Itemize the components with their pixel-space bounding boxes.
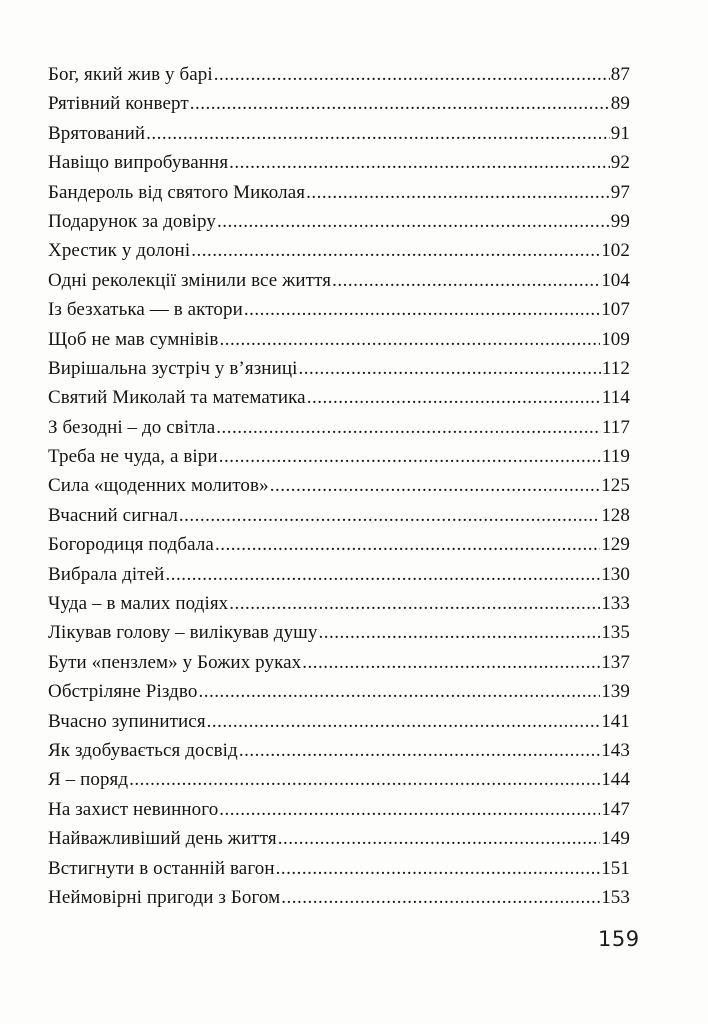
toc-entry xyxy=(48,622,630,651)
toc-entry-page: 137 xyxy=(601,651,630,673)
toc-entry-title: Сила «щоденних молитов» xyxy=(48,475,269,497)
toc-entry-title: Навіщо випробування xyxy=(48,152,229,174)
toc-entry-page: 104 xyxy=(601,269,630,291)
toc-entry xyxy=(48,564,630,593)
toc-entry xyxy=(48,505,630,534)
toc-dot-leader xyxy=(214,64,610,86)
toc-entry xyxy=(48,828,630,857)
toc-entry-title: Вибрала дітей xyxy=(48,563,165,585)
toc-entry-page: 151 xyxy=(601,857,630,879)
toc-entry xyxy=(48,358,630,387)
toc-entry-page: 141 xyxy=(601,710,630,732)
toc-entry-page: 144 xyxy=(601,769,630,791)
toc-dot-leader xyxy=(276,858,601,880)
toc-entry xyxy=(48,93,630,122)
toc-dot-leader xyxy=(281,887,600,909)
toc-entry xyxy=(48,240,630,269)
toc-entry-page: 91 xyxy=(610,122,630,144)
toc-entry-page: 87 xyxy=(610,64,630,85)
toc-entry-title: Найважливіший день життя xyxy=(48,828,277,850)
toc-entry-title: Бог, який жив у барі xyxy=(48,64,213,85)
toc-entry-page: 149 xyxy=(601,828,630,850)
toc-dot-leader xyxy=(270,475,600,497)
toc-entry-page: 99 xyxy=(610,210,630,232)
toc-entry-title: Неймовірні пригоди з Богом xyxy=(48,886,281,908)
toc-dot-leader xyxy=(319,622,601,644)
toc-entry-page: 107 xyxy=(601,299,630,321)
toc-entry-page: 125 xyxy=(601,475,630,497)
toc-entry-page: 97 xyxy=(610,181,630,203)
toc-entry xyxy=(48,417,630,446)
toc-dot-leader xyxy=(298,358,600,380)
toc-entry xyxy=(48,799,630,828)
toc-entry xyxy=(48,475,630,504)
toc-entry-title: Обстріляне Різдво xyxy=(48,681,198,703)
toc-entry-title: Треба не чуда, а віри xyxy=(48,446,218,468)
toc-dot-leader xyxy=(165,564,600,586)
toc-entry-page: 133 xyxy=(601,593,630,615)
toc-entry-page: 117 xyxy=(601,416,630,438)
toc-entry-page: 143 xyxy=(601,739,630,761)
toc-dot-leader xyxy=(332,270,600,292)
toc-entry xyxy=(48,740,630,769)
toc-dot-leader xyxy=(217,211,610,233)
toc-dot-leader xyxy=(179,505,600,527)
toc-entry-title: Вирішальна зустріч у в’язниці xyxy=(48,357,298,379)
toc-entry-page: 89 xyxy=(610,93,630,115)
toc-entry-page: 153 xyxy=(601,886,630,908)
toc-dot-leader xyxy=(198,681,600,703)
toc-entry-title: Із безхатька — в актори xyxy=(48,299,243,321)
toc-entry-title: Богородиця подбала xyxy=(48,534,214,556)
toc-dot-leader xyxy=(216,417,601,439)
toc-entry xyxy=(48,211,630,240)
toc-entry-page: 92 xyxy=(610,152,630,174)
toc-dot-leader xyxy=(302,652,600,674)
toc-dot-leader xyxy=(278,828,600,850)
toc-entry-page: 147 xyxy=(601,798,630,820)
toc-entry xyxy=(48,652,630,681)
toc-dot-leader xyxy=(207,711,601,733)
toc-entry-title: Бандероль від святого Миколая xyxy=(48,181,306,203)
toc-dot-leader xyxy=(244,299,600,321)
toc-entry-title: Вчасно зупинитися xyxy=(48,710,206,732)
toc-entry-page: 109 xyxy=(601,328,630,350)
toc-entry xyxy=(48,182,630,211)
toc-entry xyxy=(48,593,630,622)
toc-entry-page: 119 xyxy=(601,446,630,468)
toc-entry-page: 129 xyxy=(601,534,630,556)
toc-entry-title: Я – поряд xyxy=(48,769,129,791)
toc-dot-leader xyxy=(307,387,601,409)
toc-entry xyxy=(48,446,630,475)
toc-entry-title: Чуда – в малих подіях xyxy=(48,593,229,615)
toc-entry-page: 114 xyxy=(601,387,630,409)
toc-entry-title: Врятований xyxy=(48,122,146,144)
toc-entry-title: Вчасний сигнал xyxy=(48,504,178,526)
toc-entry xyxy=(48,887,630,916)
toc-entry xyxy=(48,123,630,152)
toc-dot-leader xyxy=(146,123,610,145)
toc-entry-title: Щоб не мав сумнівів xyxy=(48,328,219,350)
toc-entry xyxy=(48,387,630,416)
toc-dot-leader xyxy=(229,593,600,615)
toc-dot-leader xyxy=(229,152,610,174)
toc-dot-leader xyxy=(129,769,600,791)
toc-entry xyxy=(48,329,630,358)
toc-entry-title: З безодні – до світла xyxy=(48,416,216,438)
toc-entry-title: Одні реколекції змінили все життя xyxy=(48,269,332,291)
toc-dot-leader xyxy=(219,799,600,821)
toc-entry xyxy=(48,270,630,299)
toc-dot-leader xyxy=(215,534,600,556)
toc-entry-page: 135 xyxy=(601,622,630,644)
toc-entry-page: 102 xyxy=(601,240,630,262)
toc-entry xyxy=(48,681,630,710)
toc-entry xyxy=(48,711,630,740)
toc-dot-leader xyxy=(219,446,601,468)
toc-entry-page: 128 xyxy=(601,504,630,526)
toc-entry-title: Лікував голову – вилікував душу xyxy=(48,622,318,644)
toc-dot-leader xyxy=(190,93,610,115)
table-of-contents xyxy=(48,64,630,916)
toc-dot-leader xyxy=(191,240,600,262)
toc-entry-title: Бути «пензлем» у Божих руках xyxy=(48,651,302,673)
toc-entry-title: Подарунок за довіру xyxy=(48,210,216,232)
toc-entry xyxy=(48,299,630,328)
toc-entry-title: На захист невинного xyxy=(48,798,219,820)
toc-dot-leader xyxy=(239,740,600,762)
toc-entry xyxy=(48,152,630,181)
toc-entry-title: Хрестик у долоні xyxy=(48,240,191,262)
page-number: 159 xyxy=(598,927,640,951)
toc-entry-title: Як здобувається досвід xyxy=(48,739,238,761)
toc-entry xyxy=(48,64,630,93)
toc-entry-title: Встигнути в останній вагон xyxy=(48,857,275,879)
toc-entry xyxy=(48,534,630,563)
toc-dot-leader xyxy=(306,182,610,204)
toc-entry-page: 130 xyxy=(601,563,630,585)
toc-entry xyxy=(48,769,630,798)
toc-entry-page: 139 xyxy=(601,681,630,703)
toc-dot-leader xyxy=(220,329,601,351)
toc-list xyxy=(48,64,630,916)
toc-entry-title: Святий Миколай та математика xyxy=(48,387,306,409)
toc-entry-page: 112 xyxy=(601,357,630,379)
toc-entry-title: Рятівний конверт xyxy=(48,93,189,115)
toc-entry xyxy=(48,858,630,887)
